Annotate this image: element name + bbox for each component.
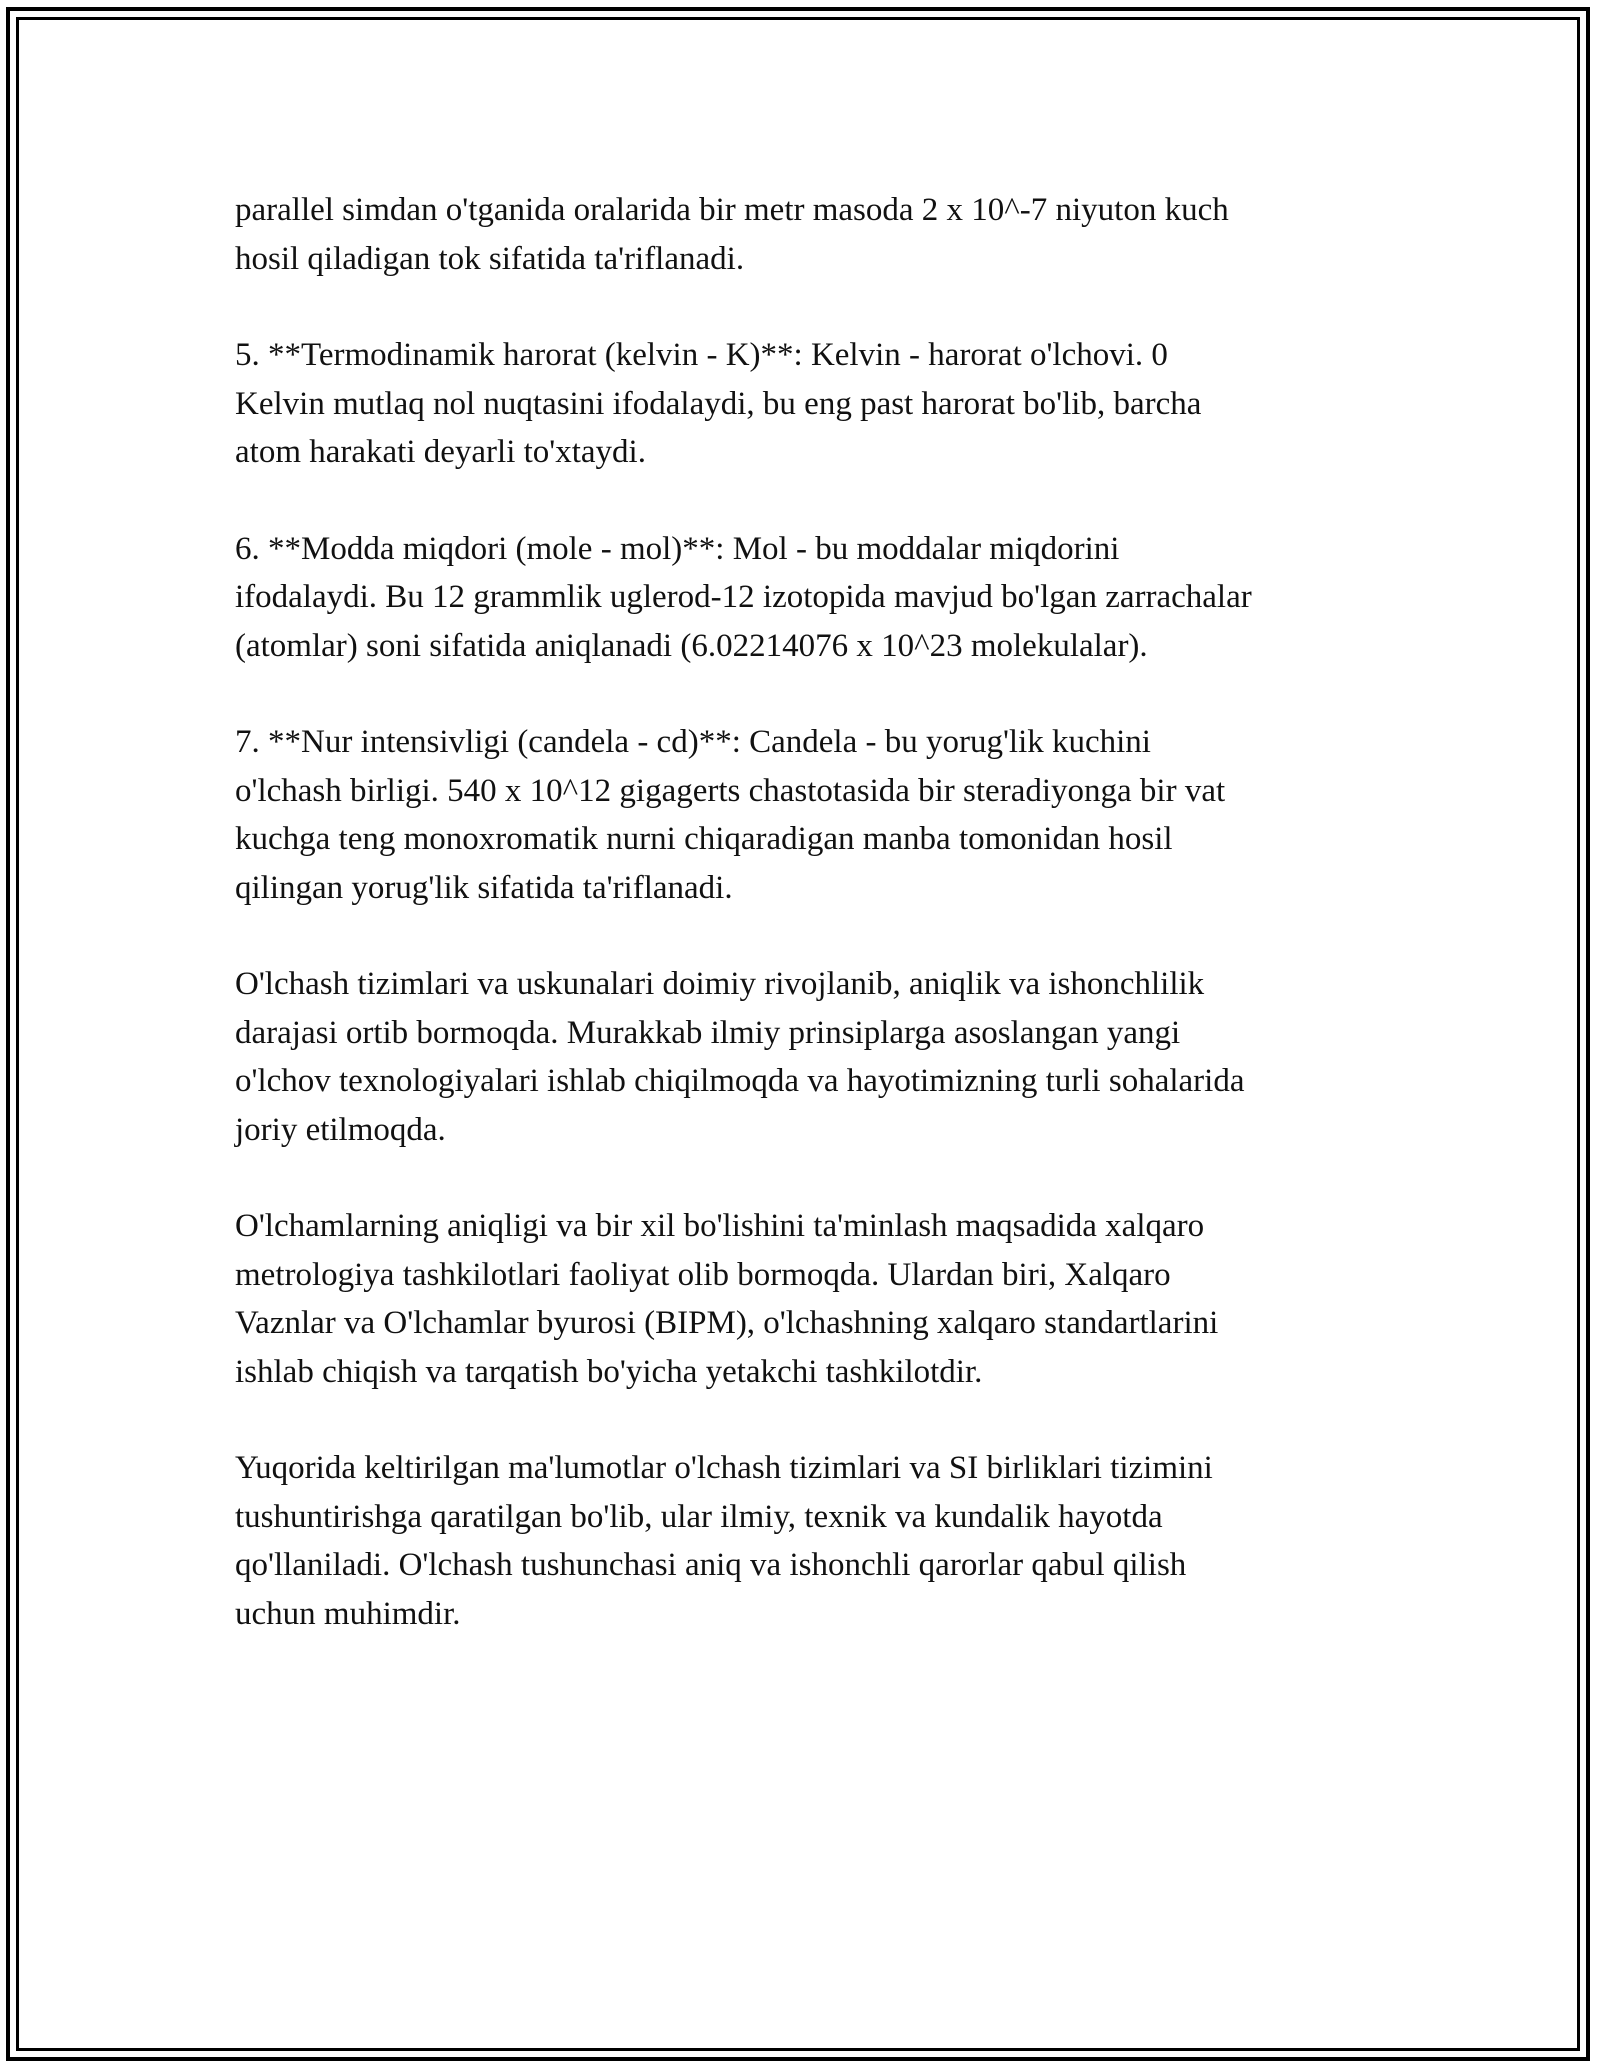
text-line: darajasi ortib bormoqda. Murakkab ilmiy prinsiplarga asoslangan yangi: [235, 1014, 1181, 1051]
text-line: Yuqorida keltirilgan ma'lumotlar o'lchash tizimlari va SI birliklari tizimini: [235, 1450, 1213, 1486]
text-line: 6. **Modda miqdori (mole - mol)**: Mol - bu moddalar miqdorini: [235, 530, 1120, 567]
text-line: atom harakati deyarli to'xtaydi.: [235, 434, 646, 470]
text-line: metrologiya tashkilotlari faoliyat olib bormoqda. Ulardan biri, Xalqaro: [235, 1256, 1171, 1293]
text-line: O'lchash tizimlari va uskunalari doimiy rivojlanib, aniqlik va ishonchlilik: [235, 966, 1205, 1002]
paragraph: [235, 331, 1385, 477]
text-line: 5. **Termodinamik harorat (kelvin - K)**: Kelvin - harorat o'lchovi. 0: [235, 337, 1168, 373]
text-line: ishlab chiqish va tarqatish bo'yicha yetakchi tashkilotdir.: [235, 1353, 983, 1390]
text-line: joriy etilmoqda.: [235, 1111, 446, 1148]
paragraph: [235, 525, 1385, 671]
paragraph: [235, 1444, 1385, 1638]
text-line: ifodalaydi. Bu 12 grammlik uglerod-12 izotopida mavjud bo'lgan zarrachalar: [235, 579, 1252, 615]
text-line: parallel simdan o'tganida oralarida bir metr masoda 2 x 10^-7 niyuton kuch: [235, 192, 1229, 228]
text-line: tushuntirishga qaratilgan bo'lib, ular ilmiy, texnik va kundalik hayotda: [235, 1498, 1163, 1535]
paragraph: [235, 718, 1385, 912]
text-line: hosil qiladigan tok sifatida ta'riflanadi.: [235, 240, 745, 277]
text-line: qilingan yorug'lik sifatida ta'riflanadi.: [235, 869, 733, 906]
paragraph: [235, 186, 1385, 283]
paragraph: [235, 960, 1385, 1154]
text-line: (atomlar) soni sifatida aniqlanadi (6.02214076 x 10^23 molekulalar).: [235, 627, 1148, 664]
text-line: 7. **Nur intensivligi (candela - cd)**: Candela - bu yorug'lik kuchini: [235, 724, 1151, 760]
text-line: qo'llaniladi. O'lchash tushunchasi aniq va ishonchli qarorlar qabul qilish: [235, 1547, 1187, 1583]
document-body: [235, 186, 1385, 1686]
text-line: kuchga teng monoxromatik nurni chiqaradigan manba tomonidan hosil: [235, 821, 1173, 857]
text-line: o'lchash birligi. 540 x 10^12 gigagerts chastotasida bir steradiyonga bir vat: [235, 772, 1226, 809]
text-line: Kelvin mutlaq nol nuqtasini ifodalaydi, bu eng past harorat bo'lib, barcha: [235, 385, 1202, 422]
text-line: o'lchov texnologiyalari ishlab chiqilmoqda va hayotimizning turli sohalarida: [235, 1063, 1245, 1099]
paragraph: [235, 1202, 1385, 1396]
text-line: uchun muhimdir.: [235, 1595, 461, 1632]
text-line: Vaznlar va O'lchamlar byurosi (BIPM), o'lchashning xalqaro standartlarini: [235, 1305, 1219, 1341]
text-line: O'lchamlarning aniqligi va bir xil bo'lishini ta'minlash maqsadida xalqaro: [235, 1208, 1205, 1244]
